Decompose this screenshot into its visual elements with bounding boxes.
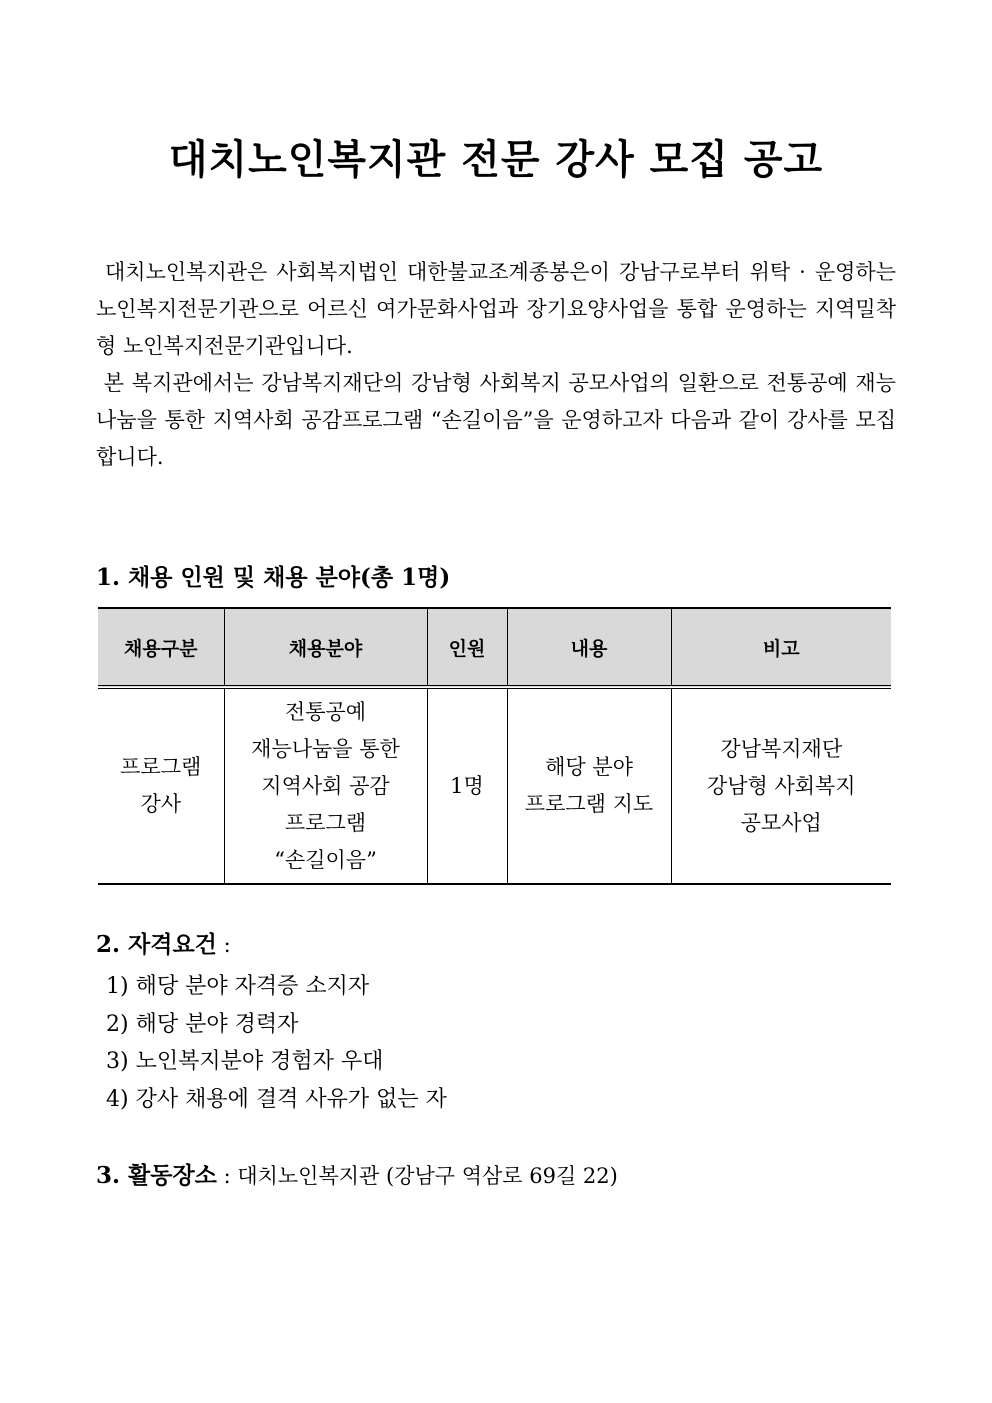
section-2-heading-text: 2. 자격요건 [96,931,217,958]
recruit-type-cell [98,687,224,884]
table-header-cell: 채용분야 [224,608,427,687]
activity-location-value: : 대치노인복지관 (강남구 역삼로 69길 22) [216,1164,618,1188]
table-header-row [98,608,891,687]
section-1-heading: 1. 채용 인원 및 채용 분야(총 1명) [96,564,451,591]
cell-line: 프로그램 지도 [524,792,654,816]
cell-line: 해당 분야 [545,755,633,779]
cell-line: 프로그램 [284,810,367,835]
list-item: 4) 강사 채용에 결격 사유가 없는 자 [106,1086,447,1112]
cell-line: 지역사회 공감 [261,773,390,798]
cell-line: 전통공예 [284,699,367,724]
section-2-separator: : [216,933,231,957]
section-2-heading [96,929,231,961]
table-header-cell: 내용 [507,608,671,687]
cell-line: 프로그램 [120,755,202,779]
cell-line: 강사 [140,792,182,816]
cell-line: 공모사업 [740,810,822,835]
section-3-heading-text: 3. 활동장소 [96,1162,217,1189]
recruit-note-cell [671,687,891,884]
page-title: 대치노인복지관 전문 강사 모집 공고 [168,137,824,183]
cell-line: 강남복지재단 [720,736,843,761]
recruit-count-cell: 1명 [427,687,507,884]
qualification-list [106,968,447,1118]
table-header-cell: 비고 [671,608,891,687]
intro-paragraph-2 [96,365,896,476]
table-header-cell: 인원 [427,608,507,687]
recruit-field-cell [224,687,427,884]
intro-paragraph-1-text: 대치노인복지관은 사회복지법인 대한불교조계종봉은이 강남구로부터 위탁 · 운영하는 노인복지전문기관으로 어르신 여가문화사업과 장기요양사업을 통합 운영하는 지역밀착형 노인복지전문기관입니다. [96,260,896,358]
list-item: 1) 해당 분야 자격증 소지자 [106,974,370,999]
intro-text [96,254,896,476]
section-3-heading [96,1160,618,1192]
recruit-content-cell [507,687,671,884]
table-header-cell: 채용구분 [98,608,224,687]
table-row [98,687,891,884]
cell-line: 재능나눔을 통한 [251,736,400,761]
intro-paragraph-2-text: 본 복지관에서는 강남복지재단의 강남형 사회복지 공모사업의 일환으로 전통공예 재능나눔을 통한 지역사회 공감프로그램 “손길이음”을 운영하고자 다음과 같이 강사를 모집합니다. [96,371,896,469]
intro-paragraph-1 [96,254,896,365]
recruitment-table [98,607,891,885]
list-item: 3) 노인복지분야 경험자 우대 [106,1049,384,1074]
list-item: 2) 해당 분야 경력자 [106,1011,299,1037]
cell-line: 강남형 사회복지 [706,773,856,798]
cell-line: “손길이음” [274,847,377,872]
